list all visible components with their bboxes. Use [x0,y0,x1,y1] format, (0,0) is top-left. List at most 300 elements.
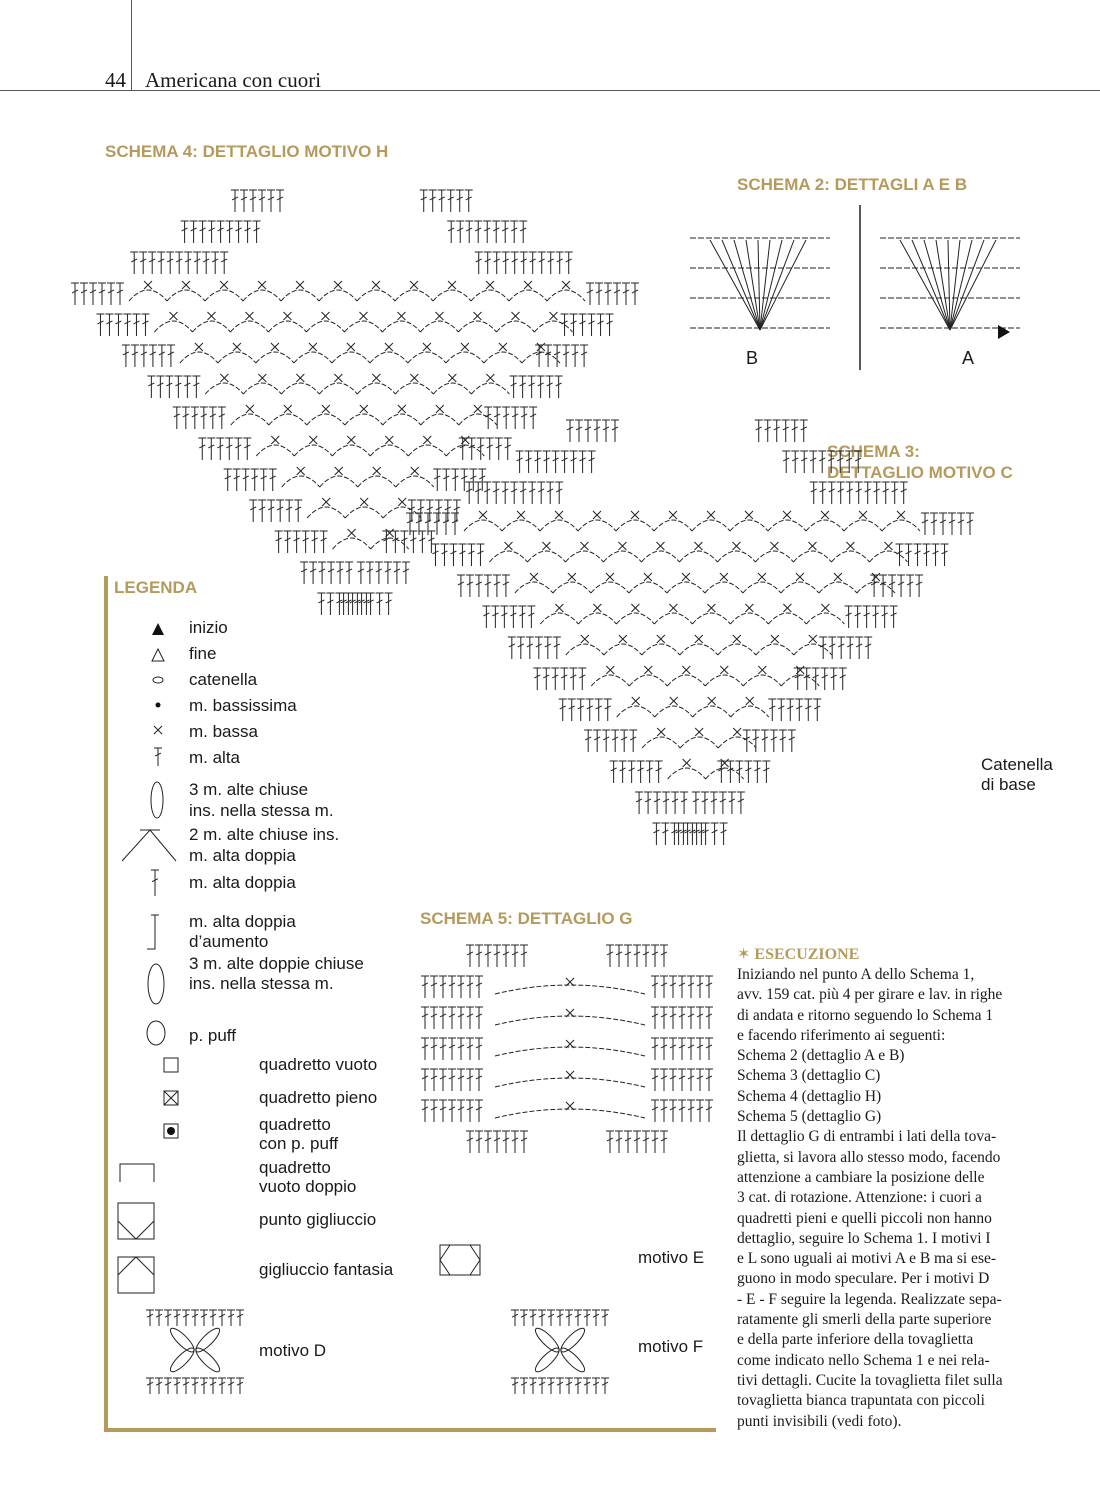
stitch-mark [493,407,501,429]
chain-arc [743,675,781,686]
sc-mark [410,374,418,382]
sc-mark [783,511,791,519]
stitch-mark [543,451,551,473]
legend-label-treble: m. alta doppia [189,873,296,892]
stitch-mark [570,314,578,336]
fan-line [950,240,972,330]
stitch-mark [595,283,603,305]
stitch-mark [492,482,500,504]
stitch-mark [915,575,923,597]
legend-label-catenella: catenella [189,670,258,689]
stitch-mark [846,637,854,659]
stitch-mark [141,314,149,336]
stitch-mark [519,221,527,243]
execution-line: punti invisibili (vedi foto). [737,1412,902,1430]
stitch-mark [458,544,466,566]
chain-arc [433,290,471,301]
chain-arc [358,476,396,487]
stitch-mark [529,407,537,429]
stitch-mark [302,531,310,553]
stitch-mark [809,451,817,473]
stitch-mark [764,420,772,442]
chain-arc [484,352,522,363]
chain-arc [420,321,458,332]
chain-arc [395,383,433,394]
sc-mark [486,374,494,382]
chain-arc [243,290,281,301]
stitch-mark [544,345,552,367]
chain-arc [540,520,578,531]
chain-arc [819,582,857,593]
stitch-mark [484,407,492,429]
stitch-mark [782,420,790,442]
stitch-mark [166,252,174,274]
sc-mark [297,467,305,475]
stitch-mark [408,500,416,522]
sc-mark [517,511,525,519]
stitch-mark [98,283,106,305]
execution-line: attenzione a cambiare la posizione delle [737,1168,985,1186]
fan-line [734,240,760,330]
chain-arc [396,476,434,487]
stitch-mark [249,500,257,522]
stitch-mark [409,531,417,553]
stitch-mark [836,451,844,473]
stitch-mark [839,668,847,690]
sc-mark [511,312,519,320]
sc-mark [347,343,355,351]
chain-arc [180,352,218,363]
schema3-title-line2: DETTAGLIO MOTIVO C [827,463,1013,482]
execution-line: Schema 3 (dettaglio C) [737,1067,881,1085]
chain-arc [231,414,269,425]
stitch-mark [465,221,473,243]
stitch-mark [777,699,785,721]
chain-arc [730,520,768,531]
stitch-mark [502,252,510,274]
sc-mark [233,343,241,351]
stitch-mark [584,420,592,442]
chain-arc [679,551,717,562]
schema3-base-chain-note-line1: Catenella [981,755,1053,774]
legend-label-increase-2: d’aumento [189,932,269,951]
legend-label-alta: m. alta [189,748,241,767]
sc-mark [771,635,779,643]
chain-arc [129,290,167,301]
legend-label-increase-1: m. alta doppia [189,912,296,931]
stitch-mark [828,482,836,504]
stitch-mark [474,221,482,243]
execution-line: tovaglietta bianca trapuntata con piccoli [737,1392,985,1410]
stitch-mark [275,531,283,553]
stitch-mark [516,451,524,473]
stitch-mark [244,221,252,243]
legend-label-lacet: punto gigliuccio [259,1210,377,1229]
legend-label-cluster-1: 3 m. alte chiuse [189,780,309,799]
stitch-mark [905,544,913,566]
chain-arc [446,445,484,456]
stitch-mark [175,252,183,274]
sc-mark [669,511,677,519]
stitch-mark [193,252,201,274]
sc-mark [334,374,342,382]
chain-arc [332,352,370,363]
stitch-mark [538,252,546,274]
stitch-mark [200,407,208,429]
chain-arc [756,644,794,655]
sc-mark [537,343,545,351]
schema5-title: SCHEMA 5: DETTAGLIO G [420,909,633,928]
sc-mark [783,604,791,612]
chain-arc [458,321,496,332]
sc-mark [746,697,754,705]
stitch-mark [267,190,275,212]
stitch-mark [570,451,578,473]
execution-line: dettaglio, seguire lo Schema 1. I motivi I [737,1229,991,1247]
execution-line: di andata e ritorno seguendo lo Schema 1 [737,1006,994,1024]
stitch-mark [258,190,266,212]
stitch-mark [782,451,790,473]
stitch-mark [131,345,139,367]
stitch-mark [209,407,217,429]
stitch-mark [182,407,190,429]
sc-mark [207,312,215,320]
sc-mark [321,312,329,320]
stitch-mark [114,314,122,336]
stitch-mark [285,500,293,522]
stitch-mark [821,668,829,690]
sc-mark [411,467,419,475]
stitch-mark [588,451,596,473]
stitch-mark [827,451,835,473]
stitch-mark [225,438,233,460]
execution-line: Iniziando nel punto A dello Schema 1, [737,966,975,983]
stitch-mark [167,345,175,367]
stitch-mark [897,575,905,597]
stitch-mark [872,606,880,628]
stitch-mark [224,469,232,491]
stitch-mark [906,575,914,597]
stitch-mark [855,482,863,504]
stitch-mark [504,438,512,460]
stitch-mark [719,792,727,814]
sc-mark [631,511,639,519]
chain-arc [806,613,844,624]
stitch-mark [529,252,537,274]
stitch-mark [800,420,808,442]
stitch-mark [501,221,509,243]
stitch-mark [923,544,931,566]
stitch-mark [602,420,610,442]
stitch-mark [501,482,509,504]
execution-body [737,965,1032,1432]
fan-line [760,240,782,330]
sc-mark [271,343,279,351]
sc-mark [694,542,702,550]
legend-label-double-square-1: quadretto [259,1158,331,1177]
chain-arc [256,445,294,456]
sc-mark [322,498,330,506]
sc-mark [144,281,152,289]
stitch-mark [631,283,639,305]
stitch-mark [537,482,545,504]
chain-arc [167,290,205,301]
chain-arc [345,507,383,518]
stitch-mark [424,513,432,535]
stitch-mark [720,823,728,845]
stitch-mark [235,221,243,243]
stitch-mark [183,376,191,398]
sc-mark [542,542,550,550]
legend-label-double-square-2: vuoto doppio [259,1177,357,1196]
stitch-mark [855,637,863,659]
stitch-mark [207,438,215,460]
stitch-mark [547,252,555,274]
chain-arc [718,737,756,748]
stitch-mark [770,730,778,752]
execution-line: ratamente gli smerli della parte superiore [737,1311,992,1329]
schema2-chart [690,205,1020,370]
stitch-mark [795,699,803,721]
stitch-mark [744,761,752,783]
stitch-mark [429,190,437,212]
stitch-mark [198,438,206,460]
stitch-mark [465,482,473,504]
chain-arc [408,445,446,456]
stitch-mark [435,500,443,522]
stitch-mark [447,190,455,212]
stitch-mark [755,420,763,442]
sc-mark [770,542,778,550]
execution-line: quadretti pieni e quelli piccoli non hanno [737,1209,992,1227]
stitch-mark [813,699,821,721]
stitch-mark [622,283,630,305]
sc-mark [410,281,418,289]
stitch-mark [123,314,131,336]
sc-mark [745,604,753,612]
stitch-mark [520,407,528,429]
sc-mark [373,467,381,475]
sc-mark [334,281,342,289]
chain-arc [616,520,654,531]
stitch-mark [914,544,922,566]
stitch-mark [192,376,200,398]
sc-mark [335,467,343,475]
chain-arc [395,290,433,301]
stitch-mark [561,451,569,473]
stitch-mark [451,469,459,491]
stitch-mark [476,544,484,566]
sc-mark [423,436,431,444]
stitch-mark [243,438,251,460]
stitch-mark [130,252,138,274]
stitch-mark [293,531,301,553]
chain-arc [344,321,382,332]
chain-arc [192,321,230,332]
stitch-mark [846,482,854,504]
stitch-mark [511,407,519,429]
chain-arc [294,352,332,363]
sc-mark [884,542,892,550]
stitch-mark [107,283,115,305]
execution-line: Schema 4 (dettaglio H) [737,1087,882,1105]
chain-arc [281,290,319,301]
stitch-mark [561,314,569,336]
chain-arc [502,520,540,531]
stitch-mark [800,451,808,473]
stitch-mark [475,252,483,274]
stitch-mark [604,283,612,305]
stitch-mark [737,792,745,814]
sc-mark [348,529,356,537]
stitch-mark [762,761,770,783]
stitch-mark [845,606,853,628]
schema3-title-line1: SCHEMA 3: [827,442,920,461]
execution-line: tivi dettagli. Cucite la tovaglietta filet sulla [737,1371,1003,1389]
chain-arc [831,551,869,562]
chain-arc [294,445,332,456]
fan-line [760,240,806,330]
chain-arc [547,290,585,301]
stitch-mark [768,699,776,721]
sc-mark [720,666,728,674]
stitch-mark [208,221,216,243]
stitch-mark [493,252,501,274]
stitch-mark [890,606,898,628]
chain-arc [527,551,565,562]
chain-arc [230,321,268,332]
schema2-title: SCHEMA 2: DETTAGLI A E B [737,175,968,194]
stitch-mark [537,376,545,398]
sc-mark [309,343,317,351]
stitch-mark [447,221,455,243]
chain-arc [243,383,281,394]
chain-arc [882,520,920,531]
stitch-mark [555,376,563,398]
chain-arc [768,520,806,531]
stitch-mark [440,544,448,566]
stitch-mark [231,190,239,212]
stitch-mark [819,637,827,659]
stitch-mark [571,345,579,367]
stitch-mark [837,637,845,659]
stitch-mark [71,283,79,305]
chain-arc [307,507,345,518]
stitch-mark [520,252,528,274]
stitch-mark [495,438,503,460]
stitch-mark [149,345,157,367]
chain-arc [421,414,459,425]
chain-arc [806,520,844,531]
execution-line: 3 cat. di rotazione. Attenzione: i cuori a [737,1189,982,1207]
legend-label-motif-d: motivo D [259,1341,327,1360]
sc-mark [385,436,393,444]
legend-label-motif-e: motivo E [638,1248,705,1267]
stitch-mark [460,469,468,491]
stitch-mark [845,451,853,473]
sc-mark [246,405,254,413]
stitch-mark [96,314,104,336]
stitch-mark [854,451,862,473]
stitch-mark [828,637,836,659]
stitch-mark [519,376,527,398]
chain-arc [464,520,502,531]
stitch-mark [593,420,601,442]
sc-mark [220,281,228,289]
stitch-mark [896,544,904,566]
stitch-mark [438,190,446,212]
schema4-title: SCHEMA 4: DETTAGLIO MOTIVO H [105,142,389,161]
stitch-mark [116,283,124,305]
stitch-mark [546,376,554,398]
stitch-mark [483,482,491,504]
stitch-mark [474,482,482,504]
stitch-mark [276,190,284,212]
stitch-mark [420,190,428,212]
stitch-mark [276,500,284,522]
stitch-mark [556,252,564,274]
stitch-mark [105,314,113,336]
stitch-mark [588,314,596,336]
execution-title [737,944,859,964]
stitch-mark [217,221,225,243]
stitch-mark [211,252,219,274]
sc-mark [580,542,588,550]
stitch-mark [743,730,751,752]
sc-mark [549,312,557,320]
sc-mark [758,573,766,581]
chain-arc [433,383,471,394]
stitch-mark [486,438,494,460]
stitch-mark [202,252,210,274]
sc-mark [897,511,905,519]
stitch-mark [761,730,769,752]
stitch-mark [233,469,241,491]
stitch-mark [382,531,390,553]
sc-mark [461,343,469,351]
stitch-mark [873,482,881,504]
execution-line: e facendo riferimento ai seguenti: [737,1026,946,1044]
chain-arc [717,551,755,562]
chain-arc [718,644,756,655]
stitch-mark [525,451,533,473]
stitch-mark [888,575,896,597]
execution-line: glietta, si lavora allo stesso modo, facendo [737,1148,1001,1166]
stitch-mark [158,345,166,367]
sc-mark [309,436,317,444]
chain-arc [578,520,616,531]
stitch-mark [406,513,414,535]
stitch-mark [148,252,156,274]
stitch-mark [132,314,140,336]
stitch-mark [511,252,519,274]
stitch-mark [932,544,940,566]
stitch-mark [854,606,862,628]
sc-mark [473,312,481,320]
sc-mark [474,405,482,413]
sc-mark [555,511,563,519]
chain-arc [496,321,534,332]
stitch-mark [477,438,485,460]
sc-mark [872,573,880,581]
stitch-mark [552,451,560,473]
stitch-mark [191,407,199,429]
stitch-mark [930,513,938,535]
stitch-mark [818,451,826,473]
stitch-mark [565,252,573,274]
stitch-mark [803,668,811,690]
sc-mark [423,343,431,351]
